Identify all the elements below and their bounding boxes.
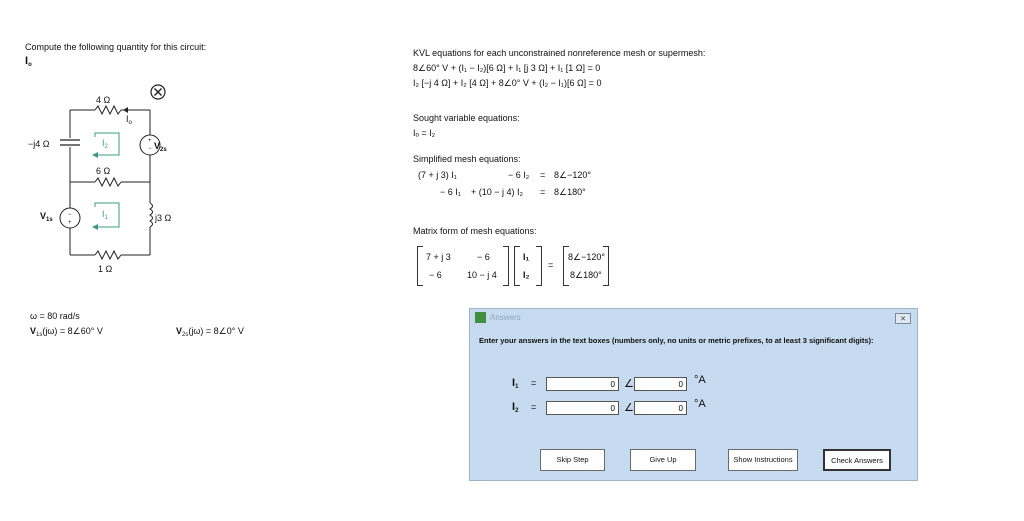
- sought-equation: Iₒ = I₂: [413, 128, 436, 138]
- i1-angle-input[interactable]: [634, 377, 687, 391]
- kvl-equation-2: I₂ [−j 4 Ω] + I₂ [4 Ω] + 8∠0° V + (I₂ − I₁)[6 Ω] = 0: [413, 78, 602, 88]
- simplified-title: Simplified mesh equations:: [413, 154, 521, 164]
- matrix-title: Matrix form of mesh equations:: [413, 226, 537, 236]
- answers-panel: [469, 308, 918, 481]
- inductor-j3ohm: [150, 203, 153, 227]
- answer-i2-symbol: I: [512, 401, 516, 413]
- label-io-symbol: I: [126, 114, 129, 124]
- vector-x-right-bracket: [536, 246, 542, 286]
- i2-angle-input[interactable]: [634, 401, 687, 415]
- answer-i1-sub: 1: [515, 384, 519, 390]
- matrix-equals: =: [548, 260, 554, 270]
- v2s-value: [176, 326, 244, 338]
- label-mesh-1: [102, 209, 108, 221]
- v1s-value-text: (jω) = 8∠60° V: [42, 326, 103, 336]
- app-icon: [475, 312, 486, 323]
- label-mesh-1-symbol: I: [102, 209, 105, 219]
- vector-b-right-bracket: [603, 246, 609, 286]
- label-mesh-2-symbol: I: [102, 138, 105, 148]
- matrix-a-12: − 6: [477, 252, 490, 262]
- v1s-value: [30, 326, 103, 338]
- resistor-6ohm: [95, 178, 121, 186]
- label-v2s-sub: 2s: [160, 147, 167, 153]
- sought-quantity-symbol: I: [25, 55, 29, 67]
- simplified-r1-rhs: 8∠−120°: [554, 170, 591, 180]
- kvl-equation-1: 8∠60° V + (I₁ − I₂)[6 Ω] + I₁ [j 3 Ω] + I₁ [1 Ω] = 0: [413, 63, 601, 73]
- answer-i2-sub: 2: [515, 408, 519, 414]
- answer-i2-equals: =: [531, 402, 537, 412]
- answer-i1-equals: =: [531, 378, 537, 388]
- skip-step-button[interactable]: Skip Step: [540, 449, 605, 471]
- simplified-r1c2: − 6 I₂: [508, 170, 530, 180]
- resistor-4ohm: [95, 106, 121, 114]
- simplified-r2-rhs: 8∠180°: [554, 187, 586, 197]
- answer-i1-angle-symbol: ∠: [624, 378, 634, 390]
- answer-i2-unit: °A: [694, 398, 706, 410]
- label-mesh-2-sub: 2: [104, 144, 108, 150]
- simplified-r2c1: − 6 I₁: [440, 187, 461, 197]
- label-io-sub: o: [128, 120, 132, 126]
- svg-text:+: +: [68, 220, 72, 226]
- label-v1s-sub: 1s: [46, 217, 53, 223]
- v2s-value-text: (jω) = 8∠0° V: [188, 326, 244, 336]
- v1s-value-symbol: V: [30, 326, 37, 336]
- simplified-r1-equals: =: [540, 170, 546, 180]
- label-v2s-symbol: V: [154, 141, 161, 151]
- v2s-value-symbol: V: [176, 326, 183, 336]
- label-v2s: [154, 141, 167, 153]
- label-r-bot: 1 Ω: [98, 264, 113, 274]
- i2-magnitude-input[interactable]: [546, 401, 619, 415]
- answer-i1-label: [512, 377, 518, 390]
- answers-titlebar: [470, 309, 917, 326]
- matrix-a-right-bracket: [503, 246, 509, 286]
- label-v1s: [40, 211, 53, 223]
- simplified-r2c2: + (10 − j 4) I₂: [471, 187, 524, 197]
- v1s-value-sub: 1s: [36, 332, 43, 338]
- label-v1s-symbol: V: [40, 211, 47, 221]
- show-instructions-button[interactable]: Show Instructions: [728, 449, 798, 471]
- label-inductor: j3 Ω: [155, 213, 172, 223]
- problem-prompt: Compute the following quantity for this circuit:: [25, 42, 207, 52]
- matrix-a-21: − 6: [429, 270, 442, 280]
- circuit-diagram: [20, 85, 190, 280]
- sought-title: Sought variable equations:: [413, 113, 520, 123]
- matrix-a-11: 7 + j 3: [426, 252, 451, 262]
- label-r-top: 4 Ω: [96, 95, 111, 105]
- matrix-a-left-bracket: [417, 246, 423, 286]
- v2s-value-sub: 2s: [182, 332, 189, 338]
- label-mesh-1-sub: 1: [104, 215, 108, 221]
- vector-b-1: 8∠−120°: [568, 252, 605, 262]
- close-panel-button[interactable]: ✕: [895, 313, 911, 324]
- label-mesh-2: [102, 138, 108, 150]
- svg-text:−: −: [68, 212, 72, 218]
- give-up-button[interactable]: Give Up: [630, 449, 696, 471]
- omega-value: ω = 80 rad/s: [30, 311, 80, 321]
- label-capacitor: −j4 Ω: [28, 139, 50, 149]
- vector-b-2: 8∠180°: [570, 270, 602, 280]
- svg-text:−: −: [148, 146, 152, 152]
- vector-x-left-bracket: [514, 246, 520, 286]
- label-io: [126, 114, 132, 126]
- svg-text:+: +: [148, 138, 152, 144]
- answers-title: Answers: [490, 313, 521, 322]
- label-r-mid: 6 Ω: [96, 166, 111, 176]
- answer-i2-label: [512, 401, 518, 414]
- answers-instructions: Enter your answers in the text boxes (numbers only, no units or metric prefixes, to at least 3 significant digits):: [479, 336, 874, 345]
- i1-magnitude-input[interactable]: [546, 377, 619, 391]
- sought-quantity-sub: o: [28, 62, 32, 68]
- answer-i2-angle-symbol: ∠: [624, 402, 634, 414]
- simplified-r1c1: (7 + j 3) I₁: [418, 170, 457, 180]
- kvl-title: KVL equations for each unconstrained nonreference mesh or supermesh:: [413, 48, 706, 58]
- resistor-1ohm: [95, 251, 121, 259]
- matrix-a-22: 10 − j 4: [467, 270, 497, 280]
- answer-i1-symbol: I: [512, 377, 516, 389]
- check-answers-button[interactable]: Check Answers: [823, 449, 891, 471]
- simplified-r2-equals: =: [540, 187, 546, 197]
- vector-x-1: I₁: [523, 252, 530, 262]
- vector-x-2: I₂: [523, 270, 530, 280]
- answer-i1-unit: °A: [694, 374, 706, 386]
- sought-quantity: [25, 55, 32, 68]
